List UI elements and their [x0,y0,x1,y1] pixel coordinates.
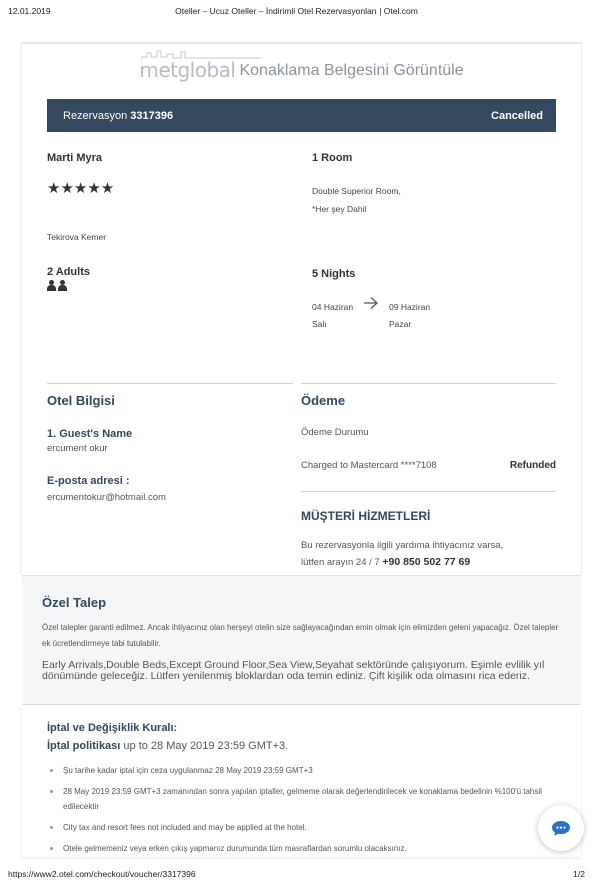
person-icon [47,280,56,291]
support-line: Bu rezervasyonla ilgili yardıma ihtiyacınız varsa, [301,540,504,551]
voucher-page-title: Konaklama Belgesini Görüntüle [239,62,464,79]
list-item: City tax and resort fees not included and may be applied at the hotel. [47,820,547,835]
reservation-number: 3317396 [130,109,174,122]
room-type: Double Superior Room, [312,186,401,196]
print-page-number: 1/2 [573,869,585,879]
voucher-card [22,43,581,575]
refund-status: Refunded [509,460,556,471]
logo-row [22,58,581,88]
cancellation-policy-summary: İptal politikası up to 28 May 2019 23:59 GMT+3. [47,740,289,752]
hotel-info-title: Otel Bilgisi [47,393,115,408]
divider [301,383,556,384]
chat-button[interactable] [538,805,584,851]
cancellation-rules-list [47,763,547,862]
reservation-label: Rezervasyon 3317396 [63,109,174,122]
hotel-name: Marti Myra [47,152,103,164]
customer-service-text [301,537,556,571]
special-request-section [22,575,581,705]
print-page-title: Oteller – Ucuz Oteller – İndirimli Otel Rezervasyonları | Otel.com [175,6,418,16]
cancellation-policy-section [22,705,581,857]
list-item: 28 May 2019 23:59 GMT+3 zamanından sonra yapılan iptaller, gelmeme olarak değerlendirilecek ve konaklama bedelinin %100'ü tahsil edilecektir [47,784,547,814]
logo-brand: metglobal [139,58,235,82]
reservation-bar [47,99,556,132]
room-count: 1 Room [312,152,353,164]
reservation-status: Cancelled [491,109,543,122]
payment-status-label: Ödeme Durumu [301,427,369,438]
payment-title: Ödeme [301,393,346,408]
payment-charge-text: Charged to Mastercard ****7108 [301,460,437,471]
special-request-description: Özel talepler garanti edilmez. Ancak ihtiyacınız olan herşeyi otelin size sağlayacağından emin olmak için elimizden geleni yapacağız. Özel talepler ek ücretlendirmeye tabi tutulabilir. [42,623,559,648]
email-value: ercumentokur@hotmail.com [47,492,166,503]
arrow-right-icon [363,296,379,310]
list-item: Otele gelmemeniz veya erken çıkış yapmanız durumunda tüm masraflardan sorumlu olacaksınız. [47,841,547,856]
list-item: Şu tarihe kadar iptal için ceza uygulanmaz 28 May 2019 23:59 GMT+3 [47,763,547,778]
guest-icons [47,280,67,291]
checkout-day: Pazar [389,319,412,329]
customer-service-title: MÜŞTERİ HİZMETLERİ [301,509,431,523]
person-icon [58,280,67,291]
guest-name-value: ercument okur [47,443,108,454]
divider [301,491,556,492]
nights-count: 5 Nights [312,268,356,280]
hotel-location: Tekirova Kemer [47,232,107,242]
checkout-date: 09 Haziran [389,302,431,312]
guest-name-label: 1. Guest's Name [47,428,133,440]
divider [47,383,293,384]
support-phone[interactable]: +90 850 502 77 69 [382,556,471,568]
chat-bubble-icon [551,820,571,837]
email-label: E-posta adresi : [47,475,130,487]
print-url: https://www2.otel.com/checkout/voucher/3317396 [8,869,196,879]
print-date: 12.01.2019 [8,6,51,16]
guest-count: 2 Adults [47,266,90,278]
skyline-icon [141,49,261,61]
cancellation-policy-title: İptal ve Değişiklik Kuralı: [47,722,178,734]
support-line-phone: lütfen arayın 24 / 7 +90 850 502 77 69 [301,556,471,568]
metglobal-logo [139,58,463,82]
meal-plan: *Her şey Dahil [312,204,367,214]
checkin-day: Salı [312,319,327,329]
special-request-title: Özel Talep [42,595,107,610]
star-rating-icon: ★★★★★ [47,180,115,197]
special-request-text: Early Arrivals,Double Beds,Except Ground Floor,Sea View,Seyahat sektöründe çalışıyorum. Eşimle evlilik yıl dönümünde geleceğiz. Lütfen yenilenmiş bloklardan oda temin ediniz. Çift kişilik oda olmasını rica ederiz. [42,659,545,682]
checkin-date: 04 Haziran [312,302,354,312]
